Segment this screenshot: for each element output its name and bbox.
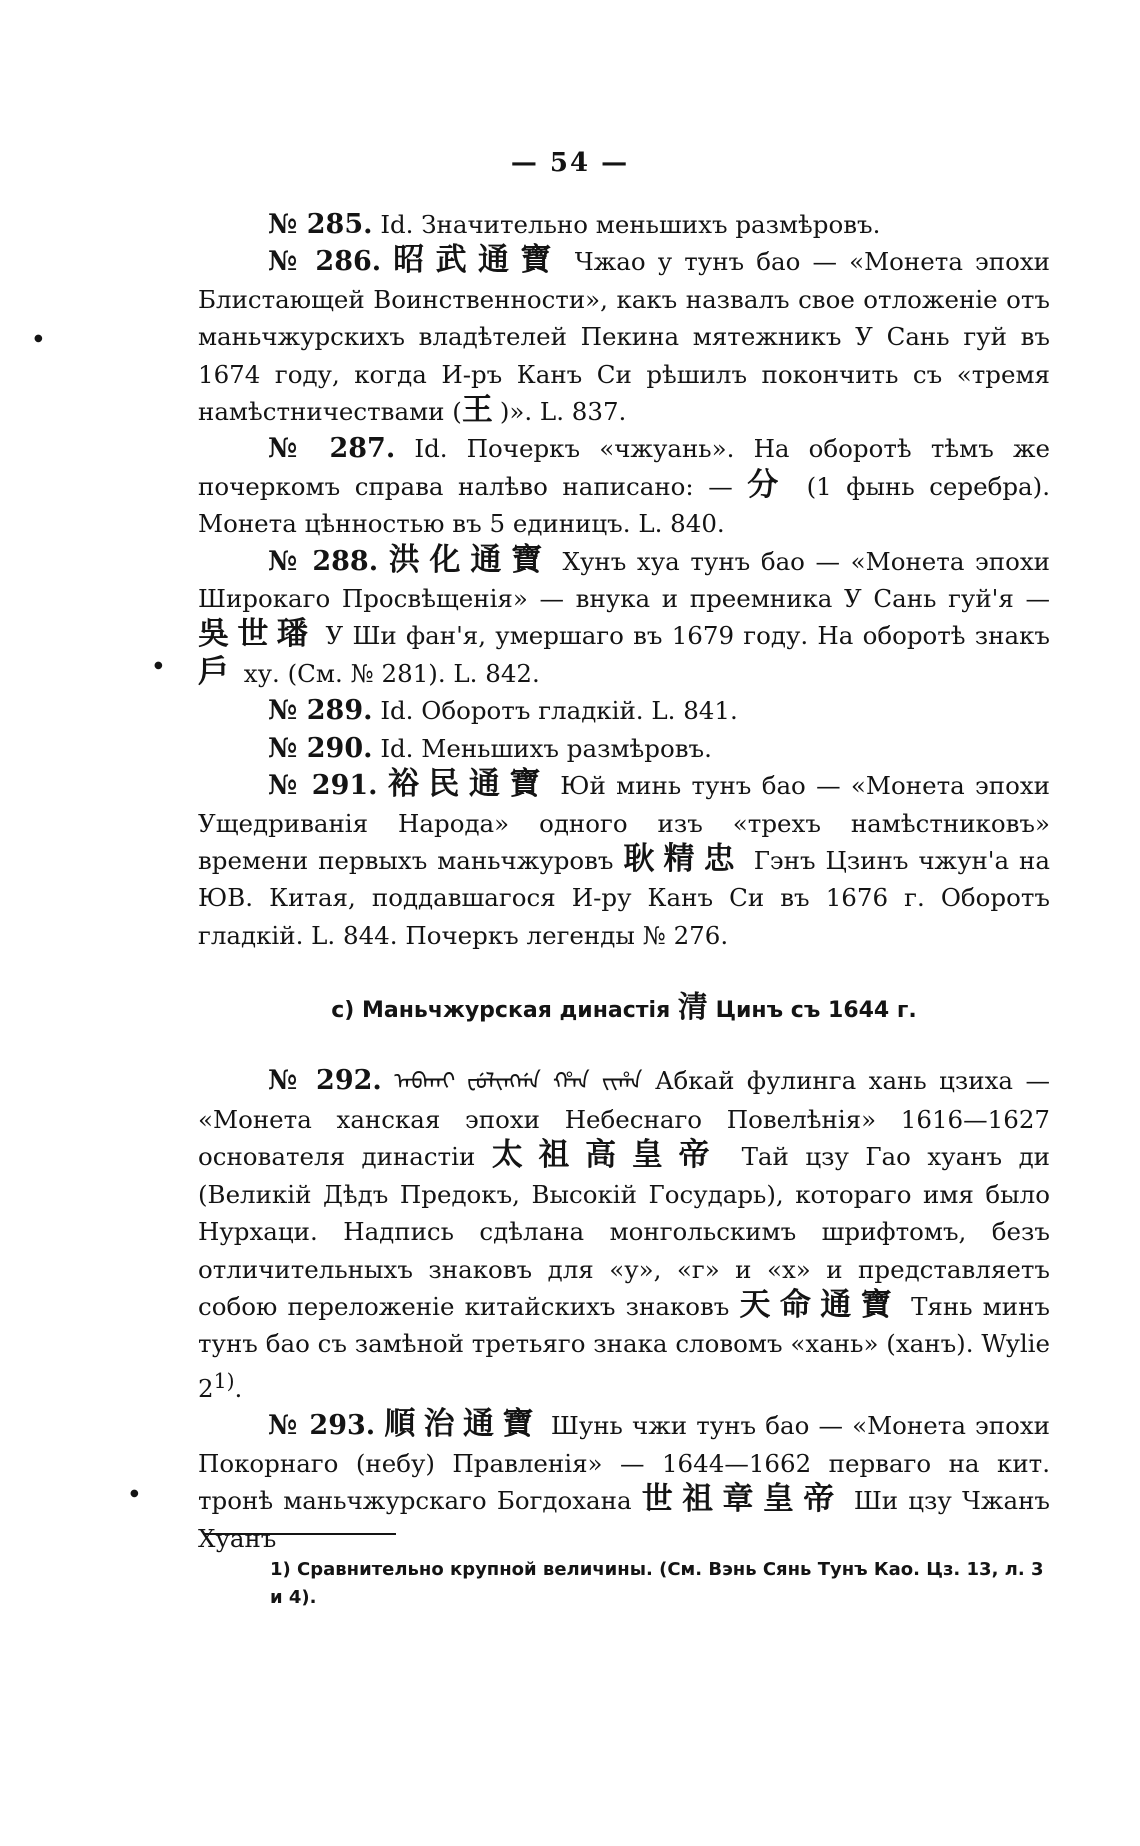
entry-text: Юй минь тунъ бао — «Монета эпохи Ущедриванія Народа» одного изъ «трехъ намѣстниковъ» времени первыхъ маньчжуровъ <box>198 771 1050 875</box>
entry-number: № 289. <box>268 695 373 727</box>
entry-text: Id. Меньшихъ размѣровъ. <box>380 733 712 763</box>
chinese-character: 分 <box>747 466 793 503</box>
entry-number: № 288. <box>268 545 379 577</box>
entry-text: Абкай фулинга хань цзиха — «Монета ханская эпохи Небеснаго Повелѣнія» 1616—1627 основателя династіи <box>198 1065 1050 1172</box>
coin-legend-mongolian: ᠠᠪᡴᠠᡳ ᡶᡠᠯᡳᠩᡤᠠ ᡥᠠᠨ ᠵᡳᡥᠠ <box>394 1068 643 1095</box>
footnote: 1) Сравнительно крупной величины. (См. Вэнь Сянь Тунъ Као. Цз. 13, л. 3 и 4). <box>270 1559 1044 1608</box>
footnote-reference: 1) <box>213 1368 235 1393</box>
chinese-title: 太祖高皇帝 <box>491 1137 726 1174</box>
entry-text-end: Тянь минъ тунъ бао съ замѣной третьяго знака словомъ «хань» (ханъ). Wylie 2 <box>198 1291 1050 1403</box>
entry-text-continued: Гэнъ Цзинъ чжун'а на ЮВ. Китая, поддавшагося И-ру Канъ Си въ 1676 г. Оборотъ гладкій. L. 844. Почеркъ легенды № 276. <box>198 845 1050 950</box>
entry-288 <box>198 543 1050 693</box>
entry-289 <box>198 692 1050 729</box>
coin-legend-chinese: 裕民通寶 <box>387 766 550 803</box>
coin-legend-chinese: 洪化通寶 <box>388 541 552 578</box>
entry-period: . <box>234 1373 243 1403</box>
entry-text-continued: У Ши фан'я, умершаго въ 1679 году. На оборотѣ знакъ <box>325 621 1051 651</box>
chinese-name: 耿精忠 <box>623 840 744 877</box>
entry-number: № 290. <box>268 732 373 764</box>
entry-number: № 291. <box>268 770 378 802</box>
entry-286 <box>198 243 1050 430</box>
coin-legend-chinese: 昭武通寶 <box>393 242 563 279</box>
page-number: — 54 — <box>510 148 630 178</box>
entry-text: Id. Почеркъ «чжуань». На оборотѣ тѣмъ же почеркомъ справа налѣво написано: — <box>198 434 1050 501</box>
entry-287 <box>198 430 1050 542</box>
scan-speck: ● <box>154 660 163 671</box>
chinese-character: 王 <box>461 392 500 429</box>
entry-290 <box>198 730 1050 767</box>
footnote-divider <box>203 1533 396 1535</box>
chinese-character: 戶 <box>198 653 236 690</box>
entry-number: № 287. <box>268 433 396 465</box>
section-heading <box>198 992 1050 1029</box>
entry-text: Хунъ хуа тунъ бао — «Монета эпохи Широкаго Просвѣщенія» — внука и преемника У Сань гуй'я — <box>198 546 1050 614</box>
scan-speck: ● <box>130 1488 139 1499</box>
entry-number: № 286. <box>268 246 382 278</box>
entry-291 <box>198 767 1050 954</box>
entry-text: Чжао у тунъ бао — «Монета эпохи Блистающей Воинственности», какъ назвалъ свое отложеніе отъ маньчжурскихъ владѣтелей Пекина мятежникъ У Сань гуй въ 1674 году, когда И-ръ Канъ Си рѣшилъ покончить съ «тремя намѣстничествами ( <box>198 247 1050 427</box>
chinese-title: 世祖章皇帝 <box>641 1481 844 1518</box>
entry-number: № 285. <box>268 209 373 240</box>
scan-speck: ● <box>34 333 43 344</box>
entry-number: № 293. <box>268 1410 376 1442</box>
chinese-name: 吳世璠 <box>198 616 317 653</box>
entry-text-continued: Ши цзу Чжанъ Хуанъ <box>198 1486 1050 1553</box>
entry-text-end: ху. (См. № 281). L. 842. <box>243 658 540 688</box>
chinese-legend: 天命通寶 <box>739 1286 901 1323</box>
main-text <box>198 206 1050 1557</box>
section-heading-prefix: c) Маньчжурская династія <box>331 998 671 1024</box>
section-heading-suffix: Цинъ съ 1644 г. <box>715 998 917 1024</box>
entry-text-continued: (1 фынь серебра). Монета цѣнностью въ 5 единицъ. L. 840. <box>198 471 1050 539</box>
coin-legend-chinese: 順治通寶 <box>384 1406 542 1443</box>
chinese-character: 清 <box>677 990 708 1026</box>
entry-text: Шунь чжи тунъ бао — «Монета эпохи Покорнаго (небу) Правленія» — 1644—1662 перваго на кит. тронѣ маньчжурскаго Богдохана <box>198 1411 1051 1516</box>
entry-text-continued: Тай цзу Гао хуанъ ди (Великій Дѣдъ Предокъ, Высокій Государь), котораго имя было Нурхаци. Надпись сдѣлана монгольскимъ шрифтомъ, безъ отличительныхъ знаковъ для «у», «г» и «х» и представляетъ собою переложеніе китайскихъ знаковъ <box>198 1142 1050 1321</box>
entry-text: Id. Оборотъ гладкій. L. 841. <box>380 696 738 726</box>
entry-text-continued: )». L. 837. <box>499 397 627 427</box>
entry-292 <box>198 1062 1050 1408</box>
entry-number: № 292. <box>268 1064 382 1096</box>
entry-285 <box>198 206 1050 243</box>
entry-text: Id. Значительно меньшихъ размѣровъ. <box>380 210 881 239</box>
